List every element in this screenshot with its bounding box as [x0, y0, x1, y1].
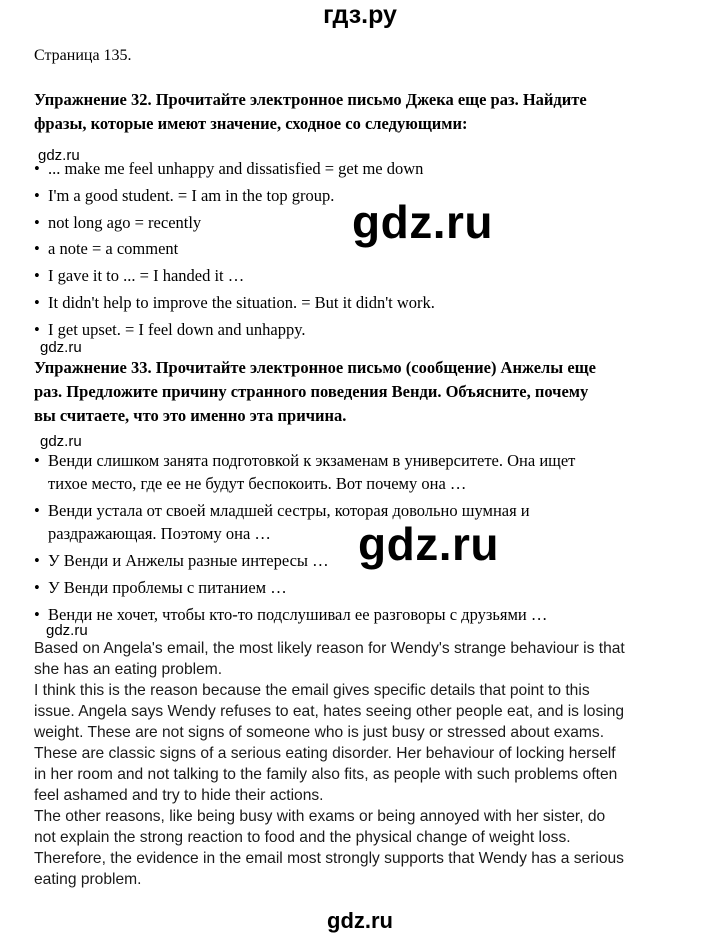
answer-line: she has an eating problem.	[34, 661, 223, 678]
exercise-32-heading	[34, 88, 587, 136]
list-item	[34, 317, 435, 344]
list-item-text: I get upset. = I feel down and unhappy.	[48, 319, 306, 339]
list-item-line: раздражающая. Поэтому она …	[48, 524, 271, 543]
exercise-32-list	[34, 156, 435, 344]
answer-line: issue. Angela says Wendy refuses to eat, hates seeing other people eat, and is losing	[34, 703, 625, 720]
watermark-small: gdz.ru	[46, 622, 88, 639]
exercise-33-heading-line-2: раз. Предложите причину странного поведения Венди. Объясните, почему	[34, 382, 589, 401]
bullet-icon: •	[34, 239, 40, 259]
list-item	[34, 263, 435, 290]
list-item-text: I'm a good student. = I am in the top group.	[48, 185, 335, 205]
answer-line: Therefore, the evidence in the email most strongly supports that Wendy has a serious	[34, 850, 624, 867]
answer-text	[34, 638, 625, 890]
bullet-icon: •	[34, 185, 40, 205]
watermark-small: gdz.ru	[40, 339, 82, 356]
bullet-icon: •	[34, 159, 40, 178]
list-item	[34, 290, 435, 317]
answer-line: These are classic signs of a serious eating disorder. Her behaviour of locking herself	[34, 745, 616, 762]
list-item	[34, 576, 575, 599]
list-item-line: Венди слишком занята подготовкой к экзаменам в университете. Она ищет	[48, 451, 576, 470]
answer-line: weight. These are not signs of someone who is just busy or stressed about exams.	[34, 724, 605, 741]
list-item-line: тихое место, где ее не будут беспокоить. Вот почему она …	[48, 474, 467, 493]
list-item-text: I gave it to ... = I handed it …	[48, 266, 245, 286]
list-item-text: not long ago = recently	[48, 212, 202, 232]
bullet-icon: •	[34, 292, 40, 312]
watermark-large: gdz.ru	[352, 196, 493, 248]
list-item-text: ... make me feel unhappy and dissatisfied = get me down	[48, 159, 424, 178]
answer-line: I think this is the reason because the email gives specific details that point to this	[34, 682, 590, 699]
exercise-33-heading	[34, 356, 596, 428]
bullet-icon: •	[34, 212, 40, 232]
answer-line: in her room and not talking to the family also fits, as people with such problems often	[34, 766, 618, 783]
site-footer[interactable]: gdz.ru	[327, 908, 393, 933]
list-item-line: У Венди проблемы с питанием …	[48, 578, 287, 597]
exercise-33-heading-line-1: Упражнение 33. Прочитайте электронное письмо (сообщение) Анжелы еще	[34, 358, 596, 377]
exercise-32-heading-line-1: Упражнение 32. Прочитайте электронное письмо Джека еще раз. Найдите	[34, 90, 587, 109]
bullet-icon: •	[34, 266, 40, 286]
list-item-line: Венди устала от своей младшей сестры, которая довольно шумная и	[48, 501, 530, 520]
page-number: Страница 135.	[34, 47, 132, 64]
answer-line: The other reasons, like being busy with exams or being annoyed with her sister, do	[34, 808, 606, 825]
list-item	[34, 603, 575, 626]
watermark-small: gdz.ru	[40, 433, 82, 450]
list-item-line: У Венди и Анжелы разные интересы …	[48, 551, 329, 570]
watermark-small: gdz.ru	[38, 147, 80, 164]
bullet-icon: •	[34, 605, 40, 624]
bullet-icon: •	[34, 319, 40, 339]
list-item	[34, 156, 435, 183]
bullet-icon: •	[34, 501, 40, 520]
exercise-32-heading-line-2: фразы, которые имеют значение, сходное со следующими:	[34, 114, 468, 133]
list-item	[34, 449, 575, 495]
answer-line: Based on Angela's email, the most likely reason for Wendy's strange behaviour is that	[34, 640, 625, 657]
answer-line: feel ashamed and try to hide their actions.	[34, 787, 324, 804]
answer-line: not explain the strong reaction to food and the physical change of weight loss.	[34, 829, 571, 846]
bullet-icon: •	[34, 578, 40, 597]
bullet-icon: •	[34, 451, 40, 470]
watermark-large: gdz.ru	[358, 518, 499, 570]
list-item-line: Венди не хочет, чтобы кто-то подслушивал ее разговоры с друзьями …	[48, 605, 548, 624]
list-item-text: a note = a comment	[48, 239, 179, 259]
bullet-icon: •	[34, 551, 40, 570]
site-header[interactable]: гдз.ру	[323, 1, 397, 29]
answer-line: eating problem.	[34, 871, 142, 888]
exercise-33-heading-line-3: вы считаете, что это именно эта причина.	[34, 406, 347, 425]
list-item-text: It didn't help to improve the situation. = But it didn't work.	[48, 292, 435, 312]
